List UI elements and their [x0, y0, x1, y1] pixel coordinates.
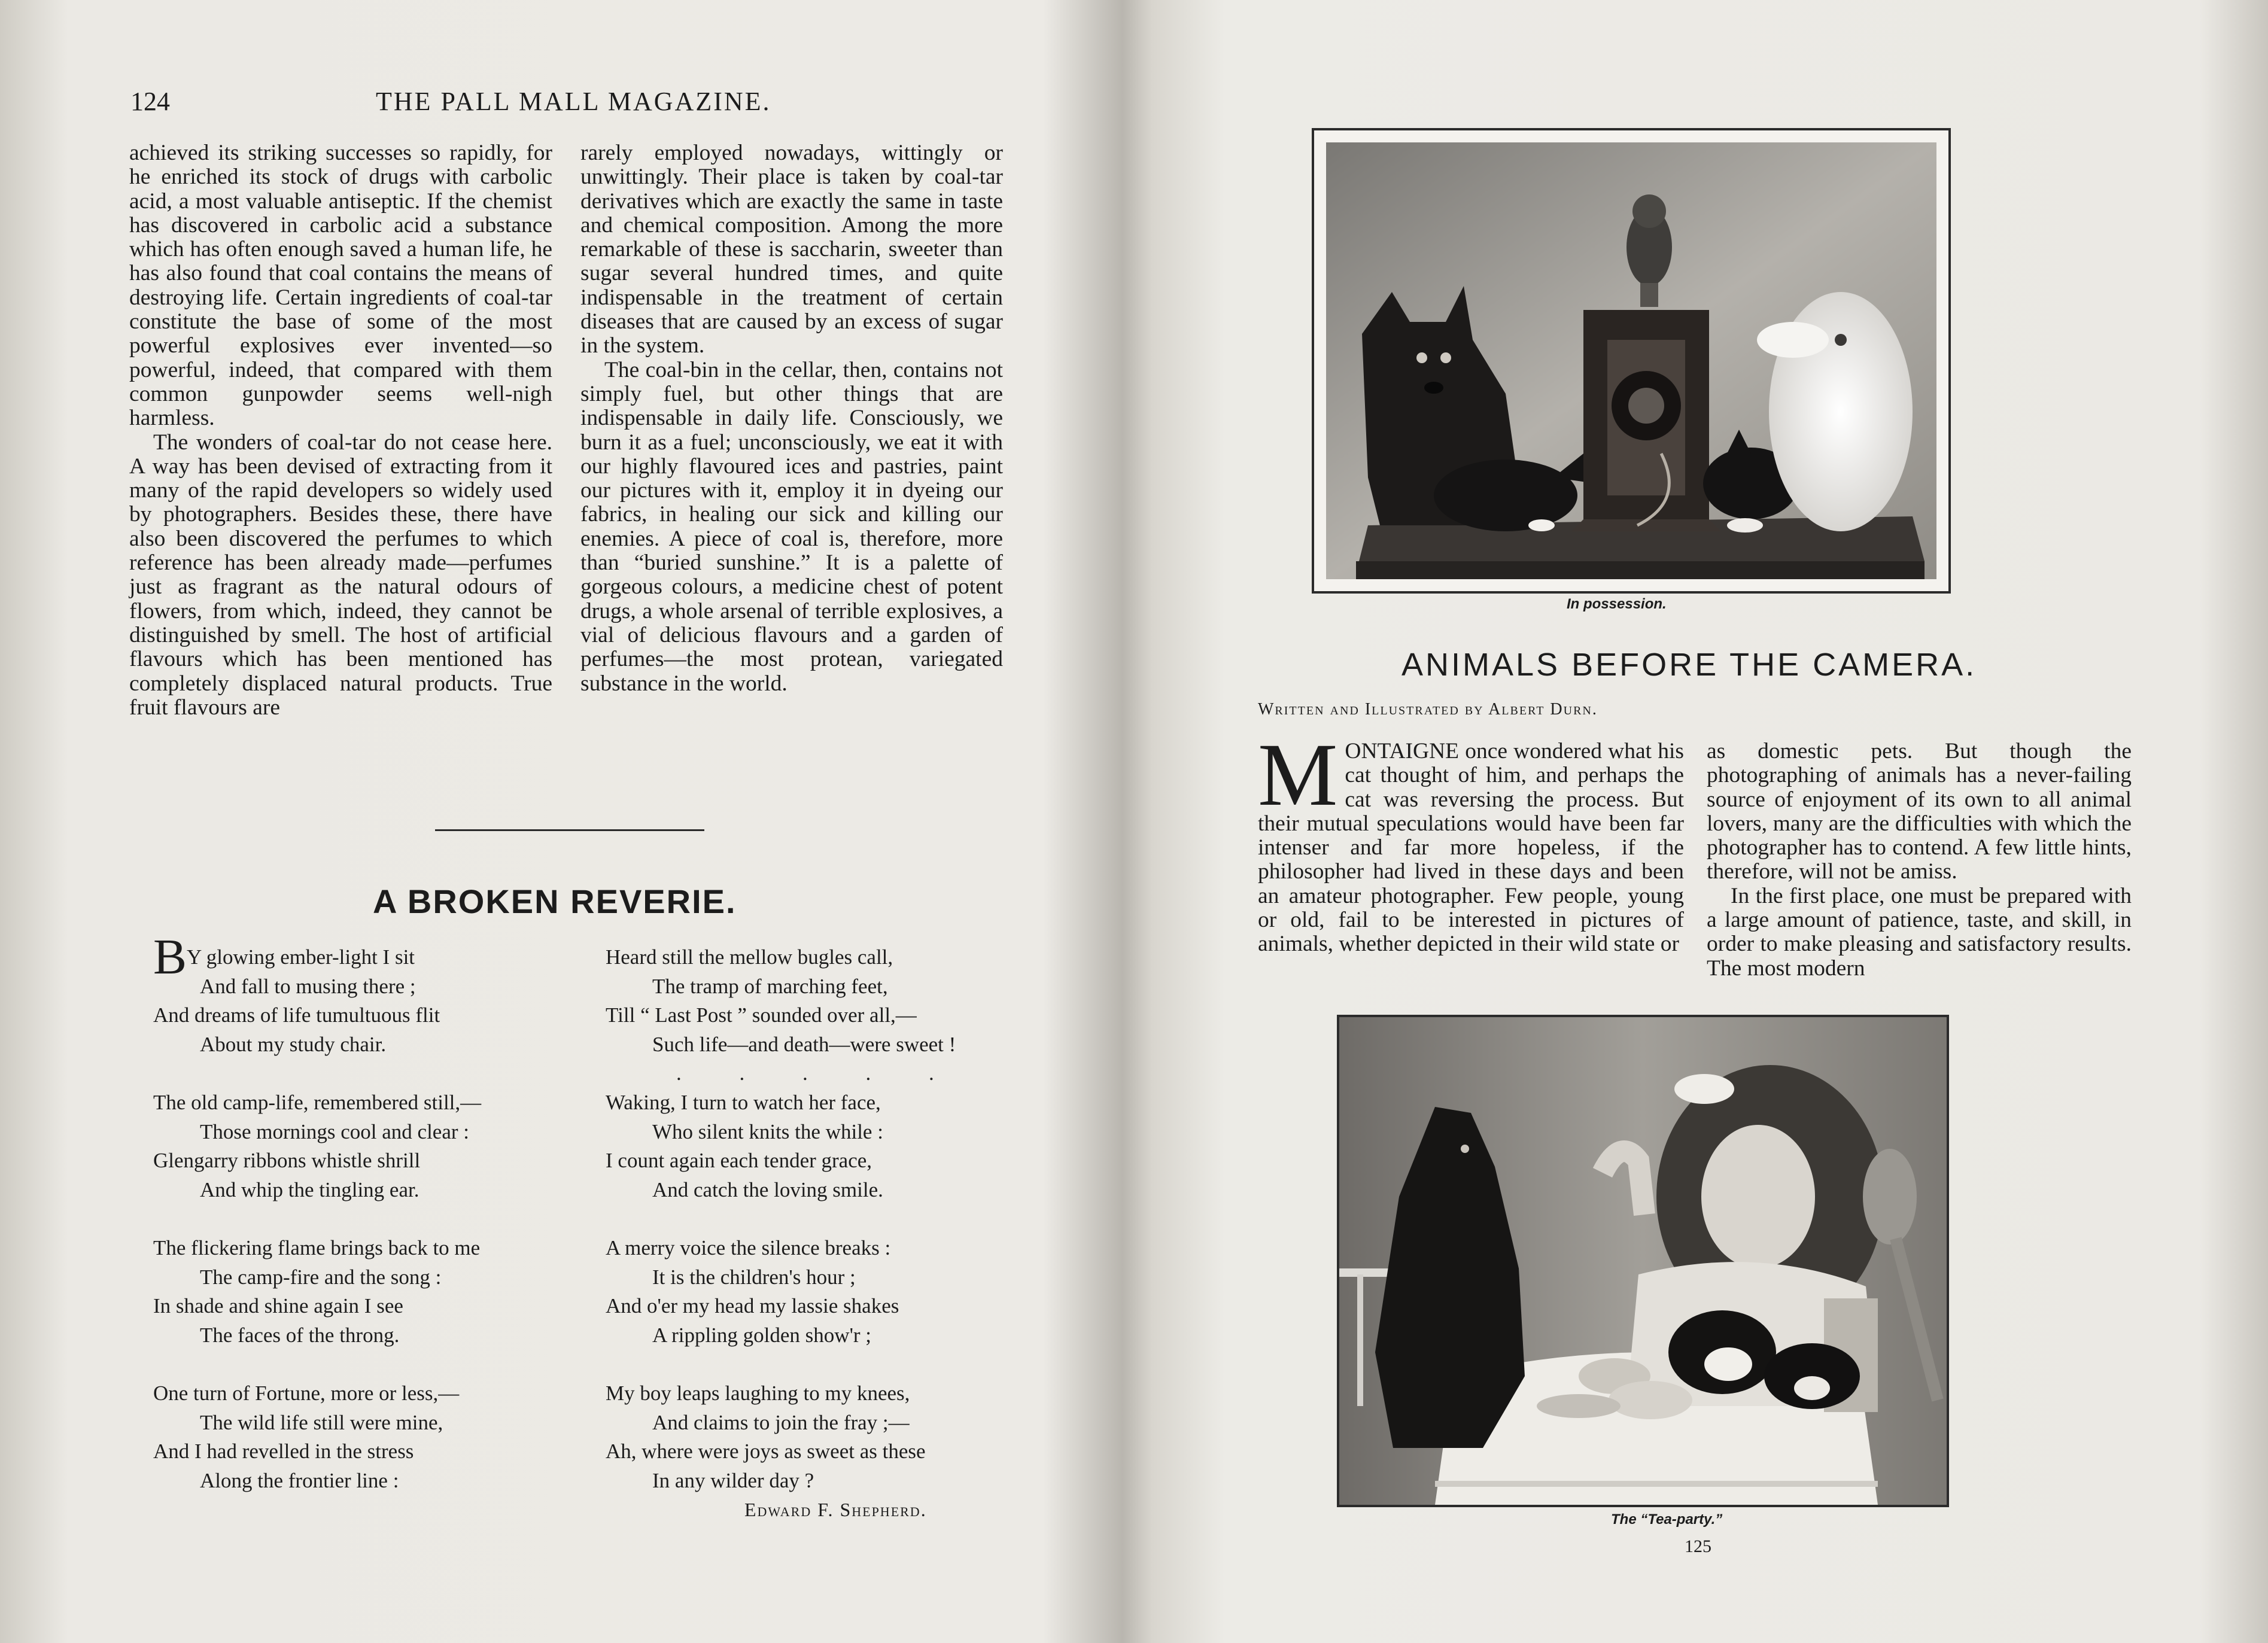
- photo-tea-party: [1339, 1017, 1947, 1505]
- poem-column-left: [153, 929, 584, 1525]
- poem-line: And catch the loving smile.: [652, 1178, 883, 1201]
- drop-cap: B: [153, 929, 187, 985]
- poem-line: Till “ Last Post ” sounded over all,—: [606, 1003, 917, 1027]
- caption-tea-party: The “Tea-party.”: [1611, 1511, 1723, 1528]
- poem-line: The tramp of marching feet,: [652, 974, 888, 998]
- poem-line: And dreams of life tumultuous flit: [153, 1003, 440, 1027]
- paragraph: rarely employed nowadays, wittingly or unwittingly. Their place is taken by coal-tar derivatives which are exactly the same in taste and chemical composition. Among the more remarkable of these is saccharin, sweeter than sugar several hundred times, and quite indispensable in the treatment of certain diseases that are caused by an excess of sugar in the system.: [580, 141, 1003, 358]
- poem-line: About my study chair.: [200, 1032, 387, 1056]
- poem-line: Ah, where were joys as sweet as these: [606, 1440, 926, 1463]
- paragraph: The coal-bin in the cellar, then, contains not simply fuel, but other things that are indispensable in daily life. Consciously, we burn it as a fuel; unconsciously, we eat it with our highly flavoured ices and pastries, paint our pictures with it, employ it in dyeing our fabrics, in healing our sick and killing our enemies. A piece of coal is, therefore, more than “buried sunshine.” It is a palette of gorgeous colours, a medicine chest of potent drugs, a whole arsenal of terrible explosives, a vial of delicious flavours and a garden of perfumes—the most protean, variegated substance in the world.: [580, 357, 1003, 696]
- poem-line: Heard still the mellow bugles call,: [606, 945, 893, 969]
- poem-line: Such life—and death—were sweet !: [652, 1032, 956, 1056]
- article-column-2: [580, 141, 1003, 696]
- stanza: [606, 943, 1024, 1059]
- poem-line: The flickering flame brings back to me: [153, 1236, 481, 1259]
- photo-tea-party-image: [1339, 1017, 1947, 1505]
- poem-line: Waking, I turn to watch her face,: [606, 1091, 881, 1114]
- poem-line: In shade and shine again I see: [153, 1294, 403, 1318]
- poem-line: The old camp-life, remembered still,—: [153, 1091, 482, 1114]
- poem-line: Who silent knits the while :: [652, 1119, 883, 1143]
- animals-column-1: [1258, 725, 1684, 957]
- photo-frame-in-possession: [1312, 128, 1951, 594]
- poem-title: A BROKEN REVERIE.: [373, 883, 737, 920]
- poem-line: The wild life still were mine,: [200, 1410, 443, 1434]
- poem-line: The faces of the throng.: [200, 1323, 400, 1347]
- stanza: [153, 1379, 584, 1495]
- page-number-left: 124: [130, 87, 170, 116]
- caption-in-possession: In possession.: [1567, 596, 1667, 612]
- poem-line: It is the children's hour ;: [652, 1265, 856, 1289]
- running-head: THE PALL MALL MAGAZINE.: [376, 87, 771, 116]
- byline: Written and Illustrated by Albert Durn.: [1258, 700, 1598, 719]
- stanza: [606, 1379, 1024, 1495]
- section-divider: [435, 829, 704, 831]
- poem-line: I count again each tender grace,: [606, 1149, 872, 1172]
- paragraph: achieved its striking successes so rapidly, for he enriched its stock of drugs with carbolic acid, a most valuable antiseptic. If the chemist has discovered in carbolic acid a substance which has often enough saved a human life, he has also found that coal contains the means of destroying life. Certain ingredients of coal-tar constitute the base of some of the most powerful explosives ever invented—so powerful, indeed, that compared with them common gunpowder seems well-nigh harmless.: [129, 141, 552, 431]
- stanza: [153, 1088, 584, 1204]
- poem-line: And o'er my head my lassie shakes: [606, 1294, 899, 1318]
- poem-author: Edward F. Shepherd.: [744, 1499, 927, 1520]
- poem-line: The camp-fire and the song :: [200, 1265, 442, 1289]
- poem-line: Glengarry ribbons whistle shrill: [153, 1149, 421, 1172]
- stanza: [153, 929, 584, 1059]
- poem-line: And fall to musing there ;: [200, 974, 416, 998]
- poem-line: One turn of Fortune, more or less,—: [153, 1382, 460, 1405]
- poem-line: And whip the tingling ear.: [200, 1178, 419, 1201]
- poem-line: And claims to join the fray ;—: [652, 1410, 910, 1434]
- poem-line: Along the frontier line :: [200, 1468, 399, 1492]
- poem-line: A merry voice the silence breaks :: [606, 1236, 891, 1259]
- photo-in-possession: [1326, 142, 1936, 579]
- paragraph: The wonders of coal-tar do not cease here. A way has been devised of extracting from it many of the rapid developers so widely used by photographers. Besides these, there have also been discovered the perfumes to which reference has been already made—perfumes just as fragrant as the natural odours of flowers, from which, indeed, they cannot be distinguished by smell. The host of artificial flavours which has been mentioned has completely displaced natural products. True fruit flavours are: [129, 430, 552, 720]
- article-column-1: [129, 141, 552, 720]
- paragraph: ONTAIGNE once wondered what his cat thought of him, and perhaps the cat was reversing the process. But their mutual speculations would have been far intenser and far more hopeless, if the philosopher had lived in these days and been an amateur photographer. Few people, young or old, fail to be interested in pictures of animals, whether depicted in their wild state or: [1258, 739, 1684, 957]
- poem-line: In any wilder day ?: [652, 1468, 814, 1492]
- stanza: [606, 1088, 1024, 1204]
- poem-line: A rippling golden show'r ;: [652, 1323, 872, 1347]
- stanza: [153, 1234, 584, 1350]
- poem-line: And I had revelled in the stress: [153, 1440, 414, 1463]
- poem-ellipsis: . . . . .: [676, 1061, 960, 1085]
- poem-line: My boy leaps laughing to my knees,: [606, 1382, 910, 1405]
- left-page: [0, 0, 1125, 1643]
- right-page: [1125, 0, 2268, 1643]
- poem-column-right: [606, 943, 1024, 1525]
- drop-cap: M: [1258, 725, 1338, 824]
- stanza: [606, 1234, 1024, 1350]
- photo-frame-tea-party: [1337, 1015, 1949, 1507]
- poem-line: Y glowing ember-light I sit: [187, 945, 415, 969]
- animals-column-2: [1707, 740, 2132, 981]
- poem-line: Those mornings cool and clear :: [200, 1119, 470, 1143]
- paragraph: as domestic pets. But though the photographing of animals has a never-failing source of enjoyment of its own to all animal lovers, many are the difficulties with which the photographer has to contend. A few little hints, therefore, will not be amiss.: [1707, 739, 2132, 884]
- photo-in-possession-image: [1326, 142, 1936, 579]
- page-number-right: 125: [1685, 1536, 1711, 1556]
- article-title: ANIMALS BEFORE THE CAMERA.: [1401, 647, 1977, 683]
- paragraph: In the first place, one must be prepared with a large amount of patience, taste, and skill, in order to make pleasing and satisfactory results. The most modern: [1707, 883, 2132, 981]
